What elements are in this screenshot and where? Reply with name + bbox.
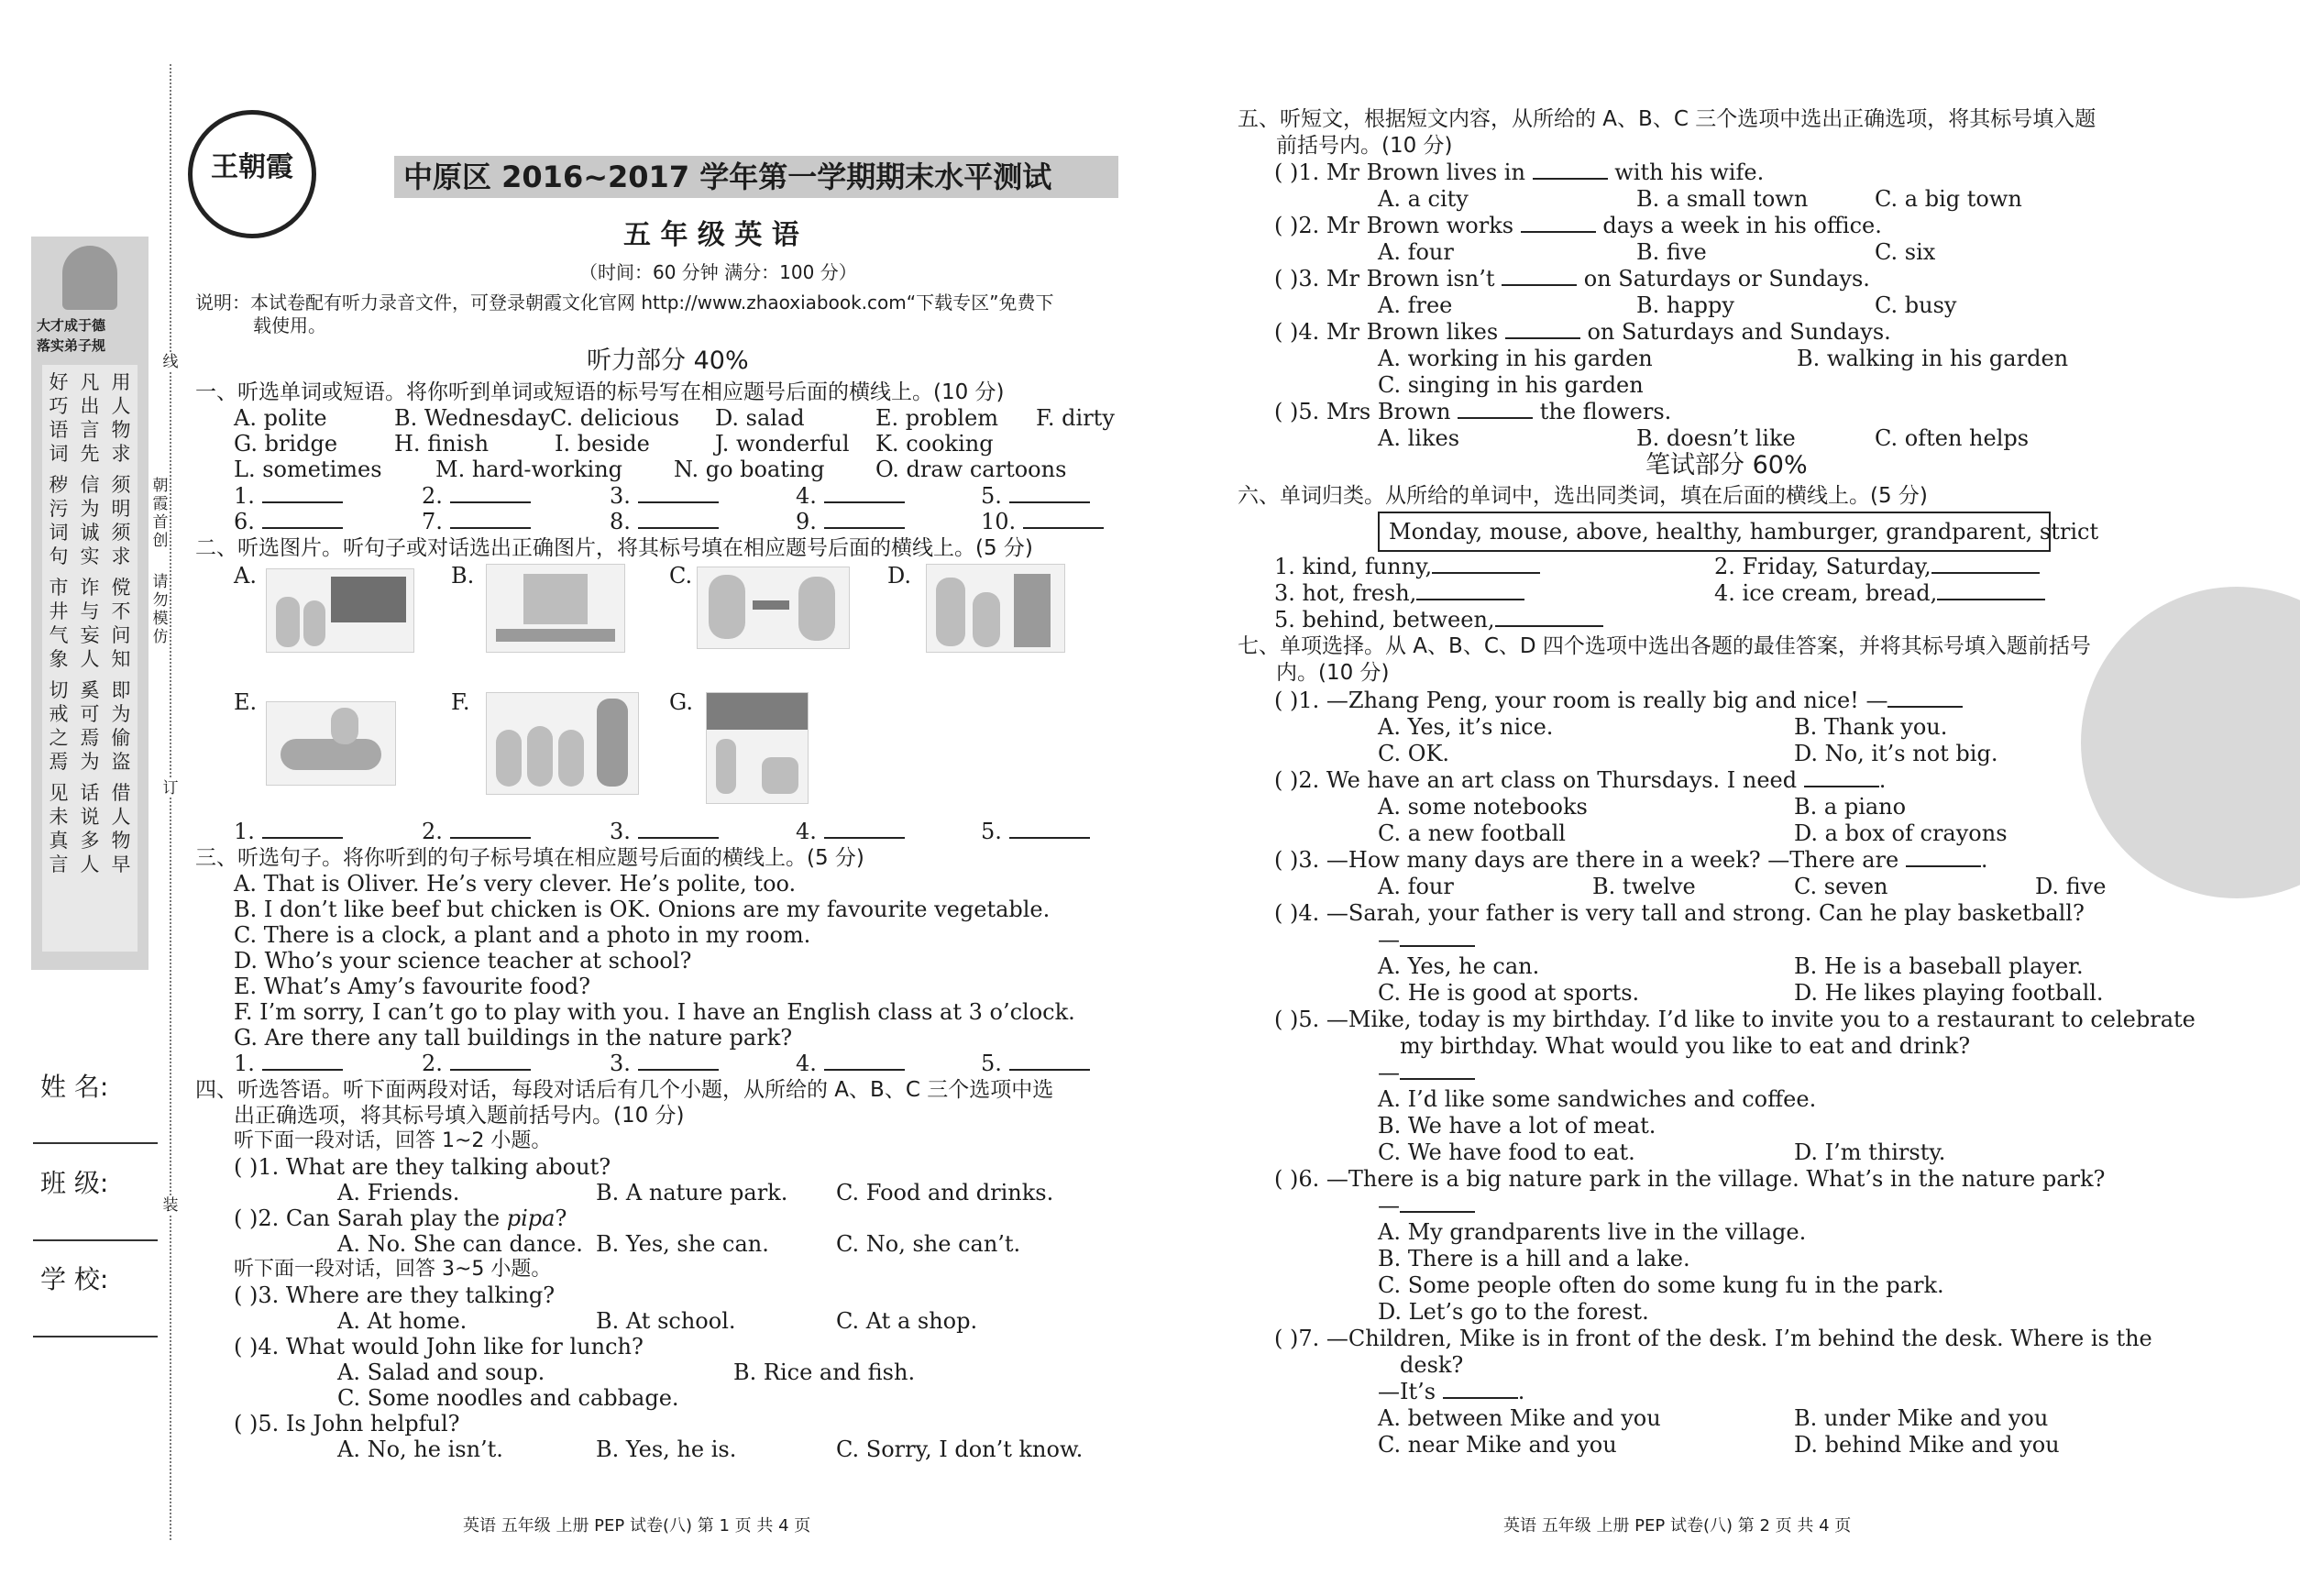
s5-q3-option: B. happy [1636,292,1734,318]
answer-blank[interactable] [1533,161,1608,180]
s7-q5-option: B. We have a lot of meat. [1378,1113,1656,1139]
answer-blank[interactable] [262,820,343,839]
s1-option: D. salad [715,405,805,431]
s1-answer: 6. [234,509,343,534]
s3-answer: 5. [981,1051,1090,1076]
answer-blank[interactable] [638,511,719,529]
answer-blank[interactable] [450,511,531,529]
s7-q1-option: B. Thank you. [1794,714,1948,740]
s1-option: H. finish [394,431,490,457]
s1-option: B. Wednesday [394,405,551,431]
name-field-label: 姓 名: [40,1072,109,1102]
s3-sentence: C. There is a clock, a plant and a photo in my room. [234,922,811,948]
motto-text-area [42,365,138,952]
answer-blank[interactable] [1400,929,1475,947]
picture-label-d: D. [887,563,912,589]
s4-q1-option: C. Food and drinks. [836,1180,1054,1205]
answer-blank[interactable] [262,485,343,503]
s5-q1-option: B. a small town [1636,186,1809,212]
s7-q4-response: — [1378,927,1475,952]
s1-option: C. delicious [550,405,680,431]
word-bank-box [1378,512,2099,552]
answer-blank[interactable] [1009,485,1090,503]
s1-option: F. dirty [1036,405,1115,431]
s4-q5-option: A. No, he isn’t. [337,1436,503,1462]
s5-q2: ( )2. Mr Brown works days a week in his office. [1274,213,1882,238]
s3-answer: 3. [610,1051,719,1076]
s4-q4-option: B. Rice and fish. [733,1359,916,1385]
s1-option: J. wonderful [715,431,850,457]
s7-q7-option: B. under Mike and you [1794,1405,2049,1431]
s2-answer: 2. [422,819,531,844]
s7-q7: ( )7. —Children, Mike is in front of the desk. I’m behind the desk. Where is the [1274,1326,2152,1351]
s7-q5-option: A. I’d like some sandwiches and coffee. [1378,1086,1817,1112]
s5-q4-option: B. walking in his garden [1797,346,2069,371]
motto-col: 即为偷盗 [111,679,131,773]
binding-strip [0,0,183,1596]
page-1-footer: 英语 五年级 上册 PEP 试卷(八) 第 1 页 共 4 页 [463,1516,811,1535]
s7-q5-line-2: my birthday. What would you like to eat and drink? [1400,1033,1971,1059]
motto-col: 凡出言先 [80,371,100,465]
s5-q4-option: C. singing in his garden [1378,372,1644,398]
answer-paren[interactable]: ( ) [234,1334,259,1359]
s7-q4: ( )4. —Sarah, your father is very tall and strong. Can he play basketball? [1274,900,2085,926]
motto-col: 信为诚实 [80,474,100,567]
answer-blank[interactable] [638,485,719,503]
answer-blank[interactable] [1937,582,2045,600]
class-field[interactable] [33,1239,158,1241]
s1-answer: 9. [796,509,905,534]
answer-blank[interactable] [1887,689,1963,708]
s7-q6-option: D. Let’s go to the forest. [1378,1299,1649,1325]
class-field-label: 班 级: [40,1168,109,1198]
s7-q7-option: A. between Mike and you [1378,1405,1661,1431]
s7-q2-option: B. a piano [1794,794,1907,820]
answer-blank[interactable] [1521,215,1596,233]
binding-mark-line: 线 [162,353,179,371]
s7-q4-option: D. He likes playing football. [1794,980,2104,1006]
s7-q1-option: D. No, it’s not big. [1794,741,1998,766]
answer-blank[interactable] [262,1052,343,1071]
s3-sentence: F. I’m sorry, I can’t go to play with you. I have an English class at 3 o’clock. [234,999,1075,1025]
s1-option: M. hard-working [435,457,623,482]
school-field[interactable] [33,1336,158,1337]
answer-paren[interactable]: ( ) [234,1282,259,1308]
s4-q5-option: C. Sorry, I don’t know. [836,1436,1084,1462]
answer-paren[interactable]: ( ) [234,1411,259,1436]
s7-q1-option: A. Yes, it’s nice. [1378,714,1554,740]
s5-q1-option: C. a big town [1875,186,2022,212]
exam-meta: （时间：60 分钟 满分：100 分） [579,261,857,283]
answer-blank[interactable] [1495,609,1603,627]
s1-answer: 5. [981,483,1090,509]
listening-part-title: 听力部分 40% [587,347,749,375]
watermark-seal [2081,587,2300,898]
s5-q4: ( )4. Mr Brown likes on Saturdays and Sundays. [1274,319,1891,345]
motto-col: 须明须求 [111,474,131,567]
section-4-title-1: 四、听选答语。听下面两段对话，每段对话后有几个小题，从所给的 A、B、C 三个选项中选 [195,1078,1054,1102]
section-7-title-2: 内。(10 分) [1276,661,1390,685]
s7-q5-option: C. We have food to eat. [1378,1139,1635,1165]
answer-paren[interactable]: ( ) [1274,319,1299,345]
s5-q1: ( )1. Mr Brown lives in with his wife. [1274,160,1765,185]
s2-answer: 5. [981,819,1090,844]
answer-paren[interactable]: ( ) [234,1154,259,1180]
picture-label-a: A. [234,563,257,589]
s3-sentence: G. Are there any tall buildings in the nature park? [234,1025,793,1051]
s1-answer: 7. [422,509,531,534]
s7-q4-option: B. He is a baseball player. [1794,953,2084,979]
answer-blank[interactable] [450,485,531,503]
answer-blank[interactable] [450,1052,531,1071]
s4-q2: ( )2. Can Sarah play the pipa? [234,1205,567,1231]
answer-paren[interactable]: ( ) [1274,266,1299,292]
exam-note-1: 说明：本试卷配有听力录音文件，可登录朝霞文化官网 http://www.zhaoxiabook.com“下载专区”免费下 [195,292,1054,314]
answer-blank[interactable] [1432,556,1540,574]
s7-q6-response: — [1378,1193,1475,1218]
answer-blank[interactable] [1416,582,1524,600]
answer-blank[interactable] [1023,511,1104,529]
s7-q7-option: C. near Mike and you [1378,1432,1617,1458]
s3-sentence: B. I don’t like beef but chicken is OK. Onions are my favourite vegetable. [234,897,1051,922]
motto-col: 切戒之焉 [49,679,69,773]
s4-q1-option: B. A nature park. [596,1180,788,1205]
s5-q2-option: B. five [1636,239,1707,265]
picture-a-classroom [266,568,414,653]
s7-q3-option: A. four [1378,874,1454,899]
s1-answer: 3. [610,483,719,509]
answer-blank[interactable] [824,511,905,529]
s5-q3: ( )3. Mr Brown isn’t on Saturdays or Sundays. [1274,266,1870,292]
s3-sentence: D. Who’s your science teacher at school? [234,948,692,974]
publisher-logo [188,110,316,238]
s7-q1-option: C. OK. [1378,741,1449,766]
answer-paren[interactable]: ( ) [1274,900,1299,926]
s5-q2-option: C. six [1875,239,1936,265]
s4-q3-option: B. At school. [596,1308,736,1334]
section-1-title: 一、听选单词或短语。将你听到单词或短语的标号写在相应题号后面的横线上。(10 分) [195,380,1005,404]
s1-option: E. problem [875,405,999,431]
s3-answer: 2. [422,1051,531,1076]
s4-q2-option: B. Yes, she can. [596,1231,769,1257]
vertical-note-1: 朝霞首创 [152,477,169,550]
s1-answer: 8. [610,509,719,534]
picture-label-e: E. [234,689,258,715]
s6-item-3: 3. hot, fresh, [1274,580,1524,606]
s2-answer: 3. [610,819,719,844]
s7-q5-option: D. I’m thirsty. [1794,1139,1946,1165]
s4-q1-option: A. Friends. [337,1180,460,1205]
answer-paren[interactable]: ( ) [234,1205,259,1231]
s4-q3-option: A. At home. [337,1308,468,1334]
s7-q7-line-2: desk? [1400,1352,1464,1378]
picture-label-f: F. [451,689,470,715]
answer-blank[interactable] [1443,1381,1518,1399]
section-7-title-1: 七、单项选择。从 A、B、C、D 四个选项中选出各题的最佳答案，并将其标号填入题前括号 [1238,634,2091,658]
name-field[interactable] [33,1142,158,1144]
motto-col: 诈与妄人 [80,577,100,670]
s4-q5: ( )5. Is John helpful? [234,1411,460,1436]
s7-q6-option: B. There is a hill and a lake. [1378,1246,1690,1271]
s7-q5-response: — [1378,1060,1475,1085]
answer-blank[interactable] [638,820,719,839]
motto-col: 借人物早 [111,782,131,875]
answer-blank[interactable] [1804,769,1879,787]
answer-paren[interactable]: ( ) [1274,399,1299,424]
section-5-title-2: 前括号内。(10 分) [1276,134,1453,158]
s3-answer: 1. [234,1051,343,1076]
s6-item-1: 1. kind, funny, [1274,554,1540,579]
s7-q2: ( )2. We have an art class on Thursdays. I need . [1274,767,1887,793]
s7-q5: ( )5. —Mike, today is my birthday. I’d like to invite you to a restaurant to celebrate [1274,1007,2195,1032]
motto-col: 奚可焉为 [80,679,100,773]
s7-q2-option: A. some notebooks [1378,794,1588,820]
s7-q4-option: C. He is good at sports. [1378,980,1640,1006]
s1-option: K. cooking [875,431,994,457]
answer-paren[interactable]: ( ) [1274,688,1299,713]
answer-blank[interactable] [1906,849,1981,867]
answer-blank[interactable] [1505,321,1580,339]
s4-q2-option: C. No, she can’t. [836,1231,1021,1257]
answer-blank[interactable] [450,820,531,839]
s4-q3-option: C. At a shop. [836,1308,978,1334]
answer-paren[interactable]: ( ) [1274,847,1299,873]
s7-q7-option: D. behind Mike and you [1794,1432,2060,1458]
binding-dotted-line [170,64,171,1540]
s4-q4-option: C. Some noodles and cabbage. [337,1385,679,1411]
motto-col: 秽污词句 [49,474,69,567]
answer-blank[interactable] [1931,556,2040,574]
s1-option: I. beside [555,431,650,457]
s4-q4: ( )4. What would John like for lunch? [234,1334,644,1359]
written-part-title: 笔试部分 60% [1645,451,1808,479]
exam-note-2: 载使用。 [253,314,326,336]
s6-item-5: 5. behind, between, [1274,607,1603,633]
s5-q5-option: B. doesn’t like [1636,425,1796,451]
word-bank-text: Monday, mouse, above, healthy, hamburger, grandparent, strict [1389,519,2099,545]
s5-q2-option: A. four [1378,239,1454,265]
motto-panel [31,237,149,970]
s5-q3-option: A. free [1378,292,1453,318]
answer-blank[interactable] [262,511,343,529]
vertical-note-2: 请勿模仿 [152,573,169,646]
answer-blank[interactable] [1400,1062,1475,1080]
s6-item-2: 2. Friday, Saturday, [1714,554,2040,579]
s3-sentence: E. What’s Amy’s favourite food? [234,974,590,999]
answer-paren[interactable]: ( ) [1274,1326,1299,1351]
s3-answer: 4. [796,1051,905,1076]
motto-col: 用人物求 [111,371,131,465]
answer-blank[interactable] [1400,1194,1475,1213]
s3-sentence: A. That is Oliver. He’s very clever. He’s polite, too. [234,871,797,897]
motto-figure-icon [62,246,117,310]
s1-option: A. polite [234,405,327,431]
s4-q2-option: A. No. She can dance. [337,1231,583,1257]
s4-q5-option: B. Yes, he is. [596,1436,737,1462]
section-3-title: 三、听选句子。将你听到的句子标号填在相应题号后面的横线上。(5 分) [195,846,864,870]
motto-header-1: 大才成于德 [37,317,106,334]
school-field-label: 学 校: [40,1264,109,1294]
motto-col: 好巧语词 [49,371,69,465]
exam-subject: 五 年 级 英 语 [623,219,799,251]
picture-label-c: C. [669,563,693,589]
motto-col: 话说多人 [80,782,100,875]
answer-blank[interactable] [1502,268,1577,286]
answer-paren[interactable]: ( ) [1274,1166,1299,1192]
s5-q5-option: A. likes [1378,425,1460,451]
answer-paren[interactable]: ( ) [1274,1007,1299,1032]
binding-mark-pack: 装 [162,1196,179,1215]
s7-q3-option: B. twelve [1592,874,1696,899]
s5-q5-option: C. often helps [1875,425,2030,451]
section-5-title-1: 五、听短文，根据短文内容，从所给的 A、B、C 三个选项中选出正确选项，将其标号填入题 [1238,107,2096,131]
picture-f-children [486,692,639,795]
motto-col: 傥不问知 [111,577,131,670]
answer-blank[interactable] [824,1052,905,1071]
s1-option: N. go boating [674,457,825,482]
s4-q4-option: A. Salad and soup. [337,1359,545,1385]
binding-mark-order: 订 [162,779,179,798]
answer-blank[interactable] [1009,820,1090,839]
motto-col: 市井气象 [49,577,69,670]
logo-text: 王朝霞 [211,151,293,183]
s4-q1: ( )1. What are they talking about? [234,1154,611,1180]
answer-blank[interactable] [824,485,905,503]
page-2-footer: 英语 五年级 上册 PEP 试卷(八) 第 2 页 共 4 页 [1503,1516,1852,1535]
answer-blank[interactable] [1458,401,1533,419]
s6-item-4: 4. ice cream, bread, [1714,580,2045,606]
motto-col: 见未真言 [49,782,69,875]
s5-q4-option: A. working in his garden [1378,346,1653,371]
s4-q3: ( )3. Where are they talking? [234,1282,556,1308]
picture-g-tree-scene [706,692,809,804]
s2-answer: 4. [796,819,905,844]
s7-q2-option: D. a box of crayons [1794,820,2008,846]
answer-paren[interactable]: ( ) [1274,213,1299,238]
s5-q5: ( )5. Mrs Brown the flowers. [1274,399,1672,424]
s1-answer: 4. [796,483,905,509]
section-2-title: 二、听选图片。听句子或对话选出正确图片，将其标号填在相应题号后面的横线上。(5 分) [195,536,1033,560]
s7-q6-option: A. My grandparents live in the village. [1378,1219,1807,1245]
answer-paren[interactable]: ( ) [1274,160,1299,185]
section-4-title-2: 出正确选项，将其标号填入题前括号内。(10 分) [234,1104,685,1128]
s5-q3-option: C. busy [1875,292,1957,318]
picture-label-g: G. [669,689,693,715]
s4-intro-1: 听下面一段对话，回答 1~2 小题。 [234,1129,552,1152]
s7-q3: ( )3. —How many days are there in a week? —There are . [1274,847,1988,873]
picture-b-house [486,564,625,653]
answer-blank[interactable] [638,1052,719,1071]
s7-q1: ( )1. —Zhang Peng, your room is really big and nice! — [1274,688,1963,713]
s1-answer: 10. [981,509,1104,534]
s1-option: G. bridge [234,431,338,457]
s7-q6-option: C. Some people often do some kung fu in the park. [1378,1272,1944,1298]
s1-answer-row-1: 1. [234,483,343,509]
picture-label-b: B. [451,563,475,589]
s1-option: O. draw cartoons [875,457,1067,482]
s7-q7-response: —It’s . [1378,1379,1525,1404]
s7-q3-option: D. five [2035,874,2107,899]
motto-header-2: 落实弟子规 [37,337,106,354]
answer-blank[interactable] [1009,1052,1090,1071]
s4-intro-2: 听下面一段对话，回答 3~5 小题。 [234,1258,552,1281]
s2-answer: 1. [234,819,343,844]
section-6-title: 六、单词归类。从所给的单词中，选出同类词，填在后面的横线上。(5 分) [1238,484,1928,508]
s7-q4-option: A. Yes, he can. [1378,953,1540,979]
answer-blank[interactable] [824,820,905,839]
s7-q6: ( )6. —There is a big nature park in the village. What’s in the nature park? [1274,1166,2106,1192]
answer-paren[interactable]: ( ) [1274,767,1299,793]
s1-option: L. sometimes [234,457,382,482]
picture-d-family [926,564,1065,653]
s7-q2-option: C. a new football [1378,820,1566,846]
s7-q3-option: C. seven [1794,874,1888,899]
s1-answer: 2. [422,483,531,509]
s5-q1-option: A. a city [1378,186,1469,212]
exam-title: 中原区 2016~2017 学年第一学期期末水平测试 [403,160,1052,194]
picture-e-snake [266,701,396,786]
picture-c-robots-cooking [697,567,850,649]
